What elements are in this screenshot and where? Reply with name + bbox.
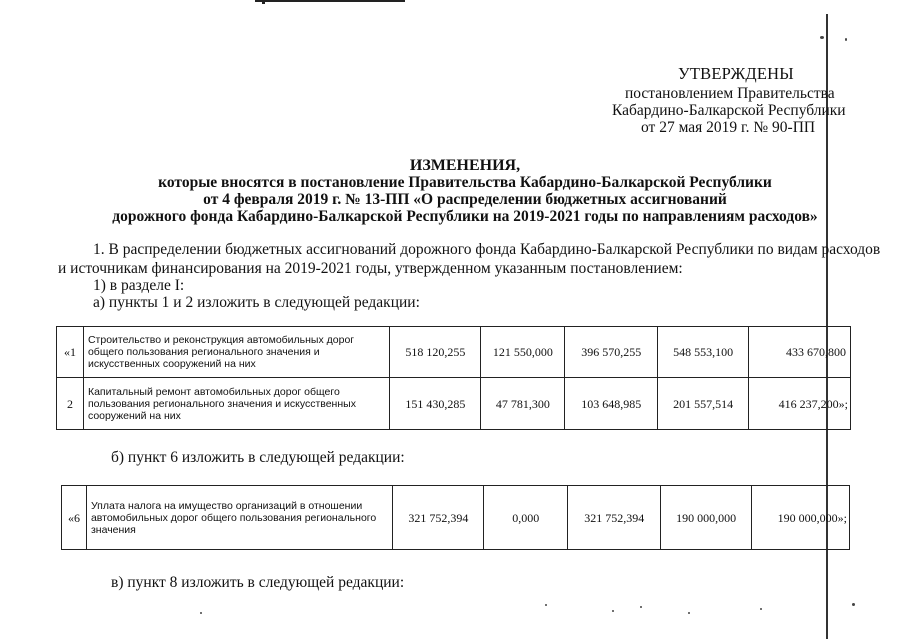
row-number: «6 <box>62 486 87 550</box>
amendment-table-items-1-2 <box>56 326 851 430</box>
scan-artifact-dot <box>820 36 824 39</box>
table-row <box>62 486 850 550</box>
row-value-5-text: 416 237,200 <box>778 396 839 411</box>
row-value-1: 321 752,394 <box>393 486 484 550</box>
paragraph-1-line-1: 1. В распределении бюджетных ассигнований дорожного фонда Кабардино-Балкарской Республики по видам расходов <box>93 241 881 258</box>
row-value-5 <box>749 378 851 430</box>
approval-title: УТВЕРЖДЕНЫ <box>678 64 794 83</box>
row-closing-mark: »; <box>837 510 847 525</box>
heading-line-2: которые вносятся в постановление Правительства Кабардино-Балкарской Республики <box>158 174 772 191</box>
approval-line-1: постановлением Правительства <box>625 85 835 102</box>
approval-line-2: Кабардино-Балкарской Республики <box>612 102 846 119</box>
row-value-4: 548 553,100 <box>658 327 749 378</box>
row-value-3: 396 570,255 <box>565 327 658 378</box>
row-value-4: 201 557,514 <box>658 378 749 430</box>
row-description: Капитальный ремонт автомобильных дорог общего пользования регионального значения и искусственных сооружений на них <box>83 378 390 430</box>
scan-artifact-dot <box>612 610 614 612</box>
scan-artifact-dot <box>760 608 762 610</box>
scan-artifact-top-line <box>255 0 405 2</box>
scan-artifact-dot <box>545 604 547 606</box>
row-value-2: 121 550,000 <box>481 327 565 378</box>
row-number: 2 <box>57 378 84 430</box>
row-value-5-text: 433 670,800 <box>786 345 846 359</box>
scan-artifact-dot <box>200 612 202 614</box>
heading-line-4: дорожного фонда Кабардино-Балкарской Республики на 2019-2021 годы по направлениям расходов» <box>112 208 818 225</box>
row-value-5 <box>749 327 851 378</box>
row-description: Уплата налога на имущество организаций в отношении автомобильных дорог общего пользования регионального значения <box>86 486 393 550</box>
row-value-3: 103 648,985 <box>565 378 658 430</box>
row-value-2: 0,000 <box>484 486 568 550</box>
row-value-3: 321 752,394 <box>568 486 661 550</box>
paragraph-3: а) пункты 1 и 2 изложить в следующей редакции: <box>93 294 420 311</box>
scan-artifact-dot <box>845 38 847 41</box>
row-closing-mark: »; <box>838 396 848 411</box>
scan-artifact-top-tick <box>262 0 265 4</box>
row-number: «1 <box>57 327 84 378</box>
table-row <box>57 378 851 430</box>
row-description: Строительство и реконструкция автомобильных дорог общего пользования регионального значения и искусственных сооружений на них <box>83 327 390 378</box>
heading-title: ИЗМЕНЕНИЯ, <box>409 157 521 174</box>
row-value-5-text: 190 000,000 <box>777 510 838 525</box>
paragraph-5: в) пункт 8 изложить в следующей редакции: <box>111 574 405 591</box>
scan-artifact-dot <box>852 603 855 606</box>
row-value-1: 151 430,285 <box>390 378 481 430</box>
scan-artifact-dot <box>688 612 690 614</box>
paragraph-1-line-2: и источникам финансирования на 2019-2021 годы, утвержденном указанным постановлением: <box>58 260 683 277</box>
scan-artifact-dot <box>640 606 642 608</box>
paragraph-4: б) пункт 6 изложить в следующей редакции: <box>111 449 405 466</box>
amendment-table-item-6 <box>61 485 850 550</box>
row-value-4: 190 000,000 <box>661 486 752 550</box>
table-row <box>57 327 851 378</box>
approval-line-3: от 27 мая 2019 г. № 90-ПП <box>641 119 816 136</box>
paragraph-2: 1) в разделе I: <box>93 277 185 294</box>
row-value-2: 47 781,300 <box>481 378 565 430</box>
heading-line-3: от 4 февраля 2019 г. № 13-ПП «О распределении бюджетных ассигнований <box>203 191 727 208</box>
row-value-1: 518 120,255 <box>390 327 481 378</box>
row-value-5 <box>752 486 850 550</box>
